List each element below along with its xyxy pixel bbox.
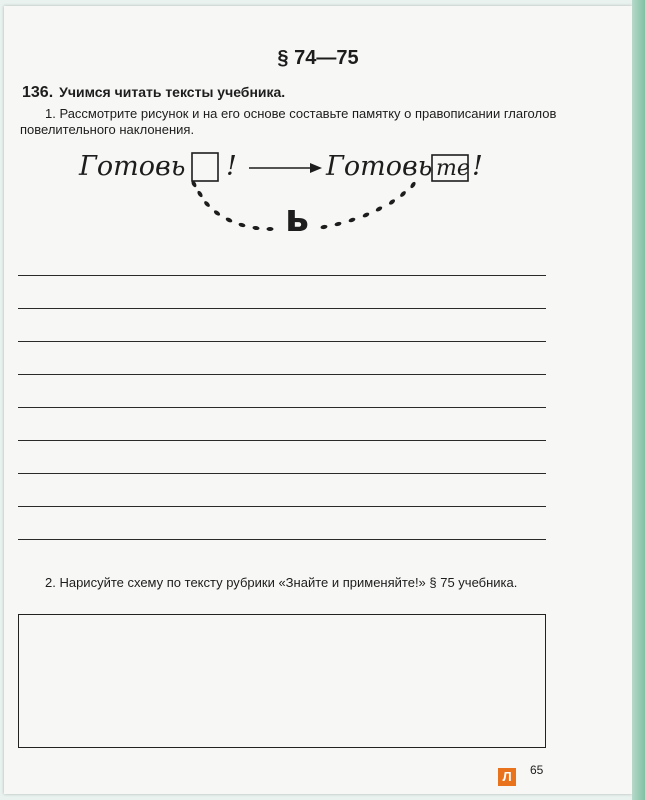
page-number: 65 bbox=[530, 763, 544, 777]
answer-line[interactable] bbox=[18, 341, 546, 342]
workbook-page bbox=[4, 6, 632, 794]
soft-sign: ь bbox=[285, 196, 310, 240]
answer-line[interactable] bbox=[18, 473, 546, 474]
exercise-title-text: Учимся читать тексты учебника. bbox=[59, 84, 286, 100]
left-word: Готовь bbox=[79, 151, 186, 182]
schema-drawing-box[interactable] bbox=[18, 614, 546, 748]
answer-line[interactable] bbox=[18, 275, 546, 276]
answer-line[interactable] bbox=[18, 506, 546, 507]
page-edge bbox=[632, 0, 645, 800]
left-exclamation: ! bbox=[226, 151, 237, 182]
answer-line[interactable] bbox=[18, 539, 546, 540]
imperative-schema bbox=[4, 141, 645, 251]
answer-line[interactable] bbox=[18, 440, 546, 441]
task-2-text: 2. Нарисуйте схему по тексту рубрики «Знайте и применяйте!» § 75 учебника. bbox=[45, 575, 518, 590]
exercise-number: 136. bbox=[22, 84, 54, 101]
arrow-head-icon bbox=[310, 163, 322, 173]
section-heading: § 74—75 bbox=[277, 47, 359, 69]
right-suffix: те bbox=[436, 156, 470, 181]
right-word: Готовь bbox=[326, 151, 433, 182]
exercise-title bbox=[22, 84, 285, 102]
answer-line[interactable] bbox=[18, 308, 546, 309]
right-exclamation: ! bbox=[472, 151, 483, 182]
answer-line[interactable] bbox=[18, 407, 546, 408]
empty-ending-box bbox=[192, 153, 218, 181]
publisher-logo-icon: Л bbox=[498, 768, 516, 786]
task-1-text: 1. Рассмотрите рисунок и на его основе составьте памятку о правописании глаголов повелительного наклонения. bbox=[20, 106, 557, 137]
answer-line[interactable] bbox=[18, 374, 546, 375]
